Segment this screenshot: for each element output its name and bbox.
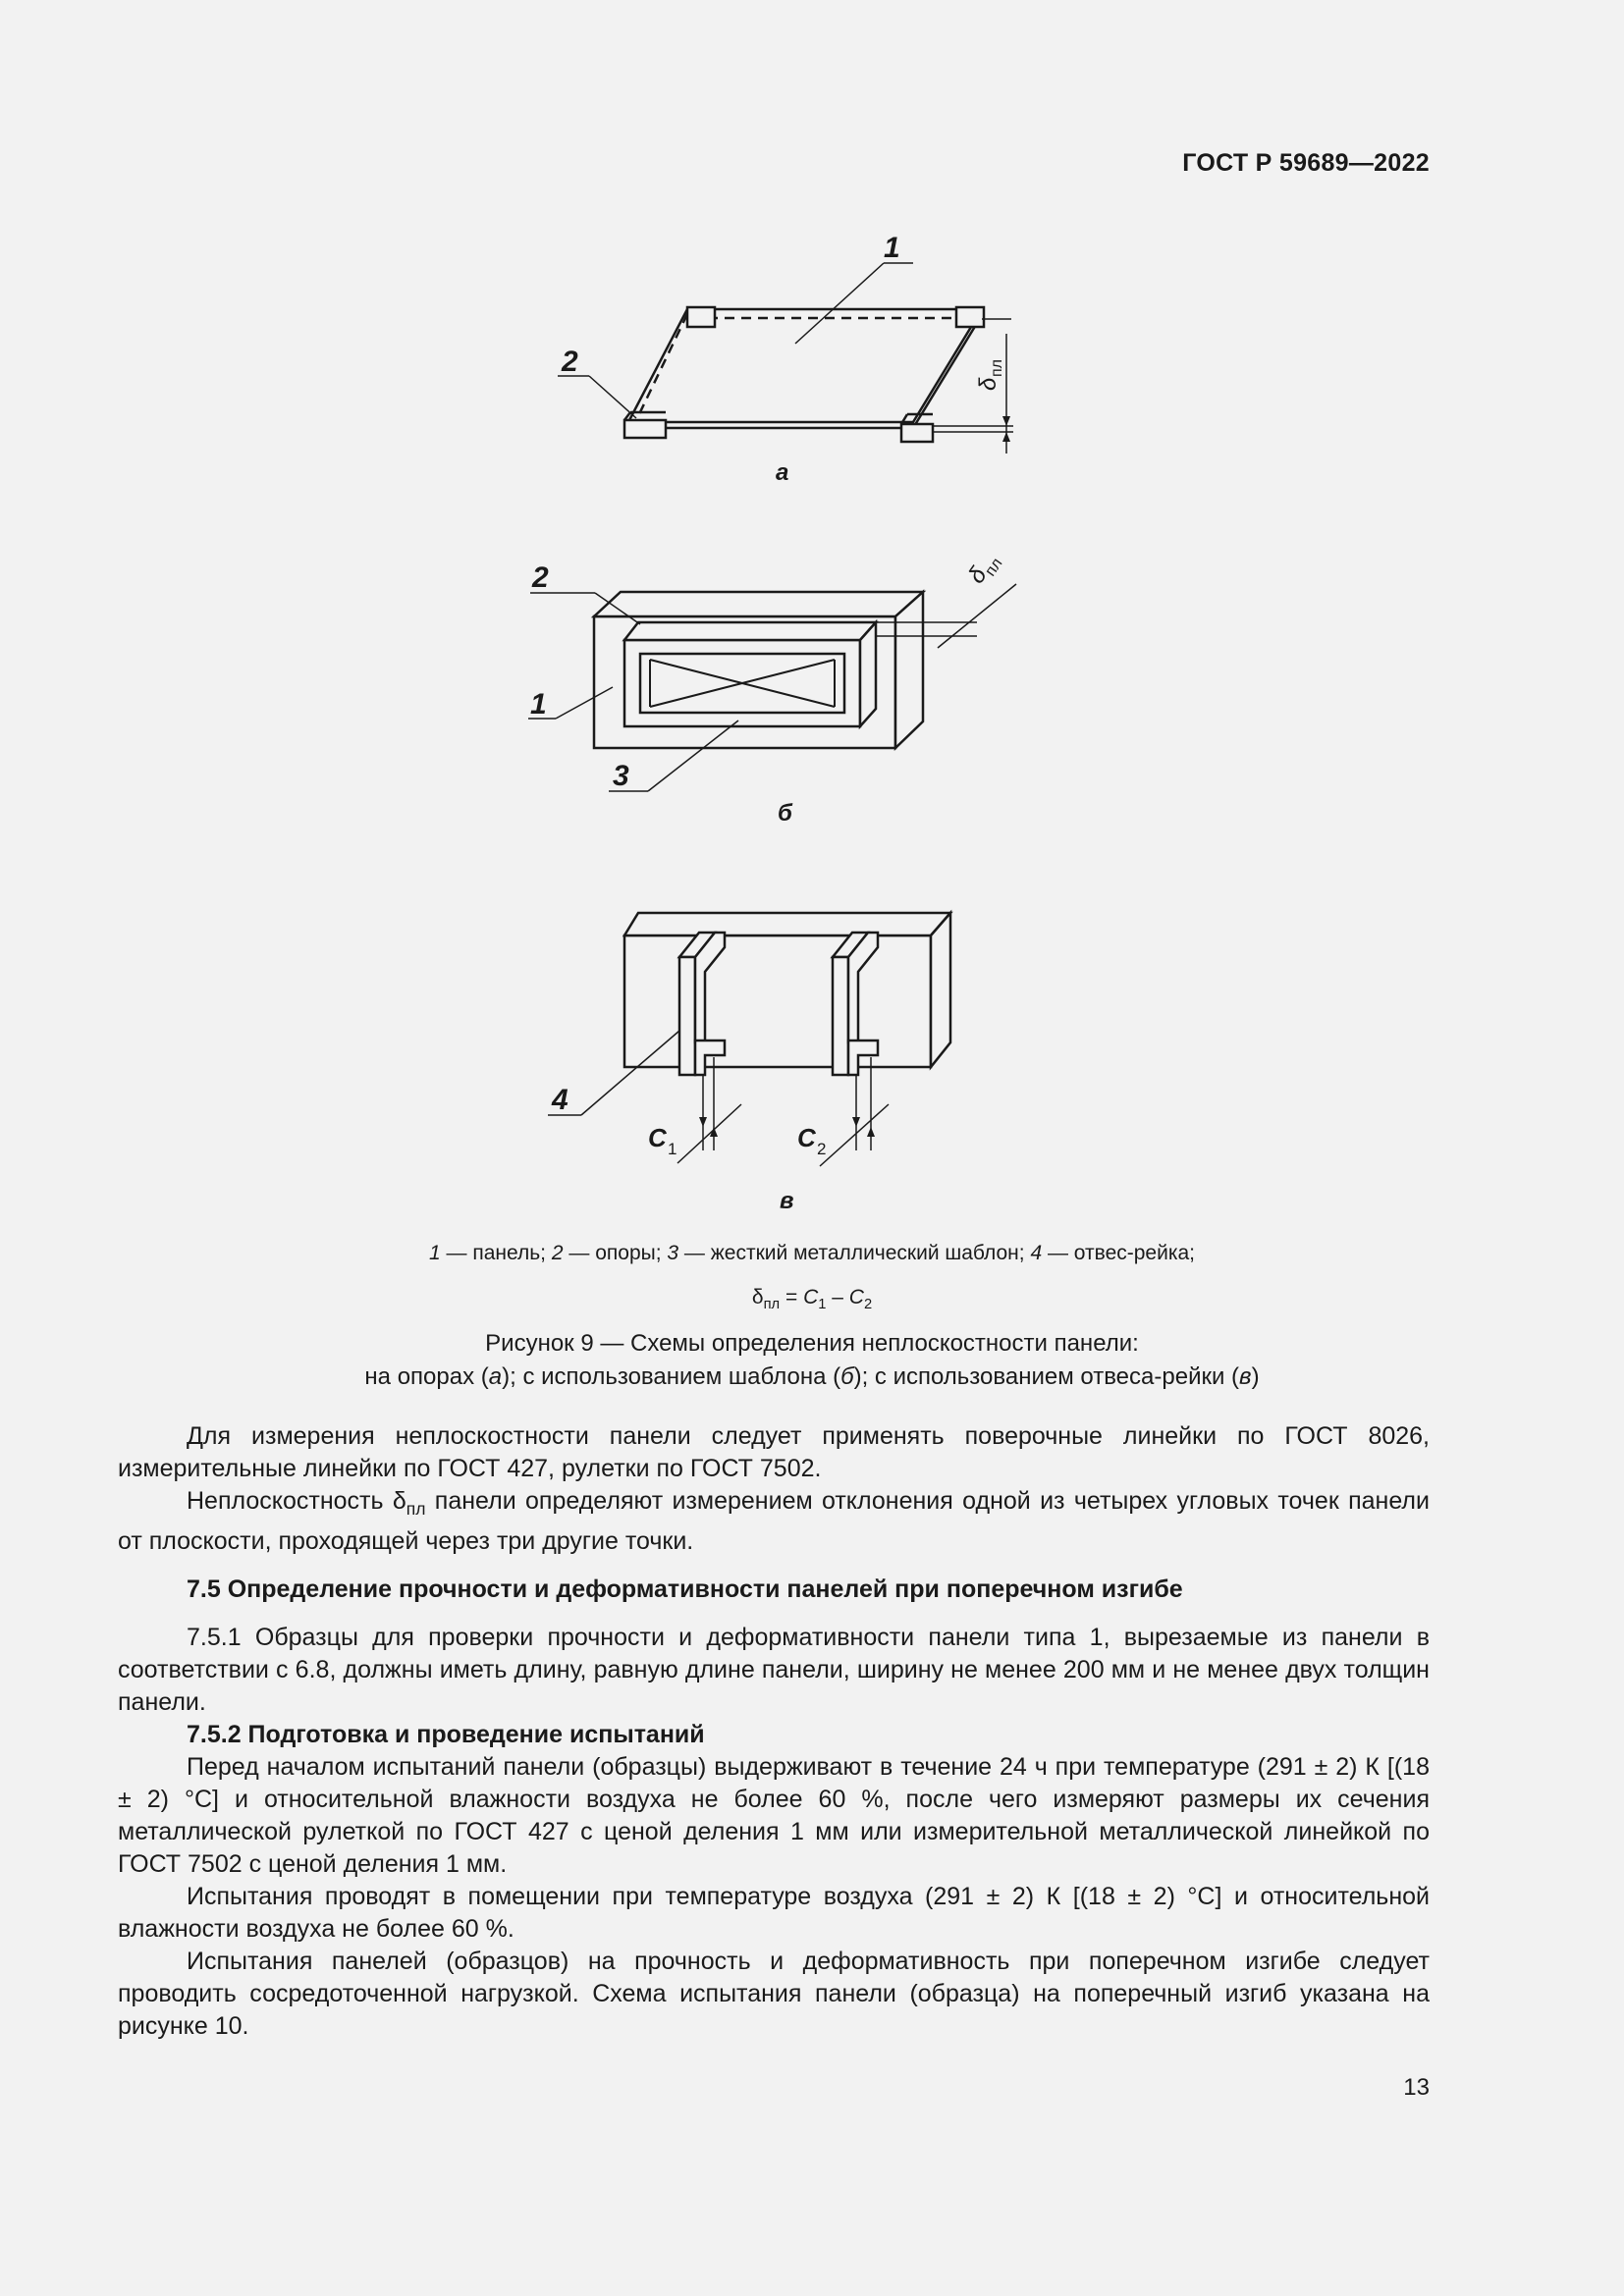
figure-legend: 1 — панель; 2 — опоры; 3 — жесткий металлический шаблон; 4 — отвес-рейка; <box>429 1242 1195 1264</box>
callout-2-b: 2 <box>532 561 549 594</box>
callout-3-b: 3 <box>613 760 629 792</box>
c2-sub: 2 <box>817 1140 827 1158</box>
section-heading-7-5: 7.5 Определение прочности и деформативности панелей при поперечном изгибе <box>187 1575 1183 1603</box>
subfigure-a-drawing <box>558 263 1013 454</box>
document-header: ГОСТ Р 59689—2022 <box>1182 149 1430 177</box>
subfigure-v-drawing <box>548 913 950 1166</box>
subfigure-b-label: б <box>778 800 792 827</box>
subfigure-b-drawing <box>528 584 1016 791</box>
paragraph-1: Для измерения неплоскостности панели следует применять поверочные линейки по ГОСТ 8026, измерительные линейки по ГОСТ 427, рулетки по ГОСТ 7502. <box>118 1422 1430 1482</box>
delta-label-b: δ <box>962 562 993 589</box>
c1-label: C <box>648 1123 667 1152</box>
delta-sub-a: пл <box>989 359 1005 377</box>
subfigure-a-label: а <box>776 459 789 486</box>
paragraph-5: Испытания панелей (образцов) на прочность и деформативность при поперечном изгибе следует проводить сосредоточенной нагрузкой. Схема испытания панели (образца) на поперечный изгиб указана на рисунке 10. <box>118 1948 1430 2040</box>
c1-sub: 1 <box>668 1140 677 1158</box>
paragraph-4: Испытания проводят в помещении при температуре воздуха (291 ± 2) К [(18 ± 2) °С] и относительной влажности воздуха не более 60 %. <box>118 1883 1430 1943</box>
delta-label-a: δ <box>975 377 1001 391</box>
paragraph-2: Неплоскостность $\delta_{пл}$ панели определяют измерением отклонения одной из четырех угловых точек панели от плоскости, проходящей через три другие точки. <box>118 1487 1430 1555</box>
delta-sub-b: пл <box>982 555 1006 580</box>
callout-2-a: 2 <box>562 346 578 378</box>
c2-label: C <box>797 1123 816 1152</box>
paragraph-7-5-1: 7.5.1 Образцы для проверки прочности и деформативности панели типа 1, вырезаемые из панели в соответствии с 6.8, должны иметь длину, равную длине панели, ширину не менее 200 мм и не менее двух толщин панели. <box>118 1624 1430 1716</box>
figure-formula: $\delta_{пл} = C_1 - C_2$ <box>751 1286 873 1313</box>
subfigure-v-label: в <box>780 1188 794 1214</box>
callout-1-a: 1 <box>884 232 900 264</box>
callout-4-v: 4 <box>552 1084 568 1116</box>
callout-1-b: 1 <box>530 688 547 721</box>
paragraph-3: Перед началом испытаний панели (образцы) выдерживают в течение 24 ч при температуре (291 ± 2) К [(18 ± 2) °С] и относительной влажности воздуха не более 60 %, после чего измеряют размеры их сечения металлической рулеткой по ГОСТ 427 с ценой деления 1 мм или измерительной металлической линейкой по ГОСТ 7502 с ценой деления 1 мм. <box>118 1753 1430 1878</box>
figure-caption <box>0 1327 1624 1394</box>
body-text <box>118 1420 1430 2043</box>
caption-line-1: Рисунок 9 — Схемы определения неплоскостности панели: <box>485 1330 1139 1357</box>
page-number: 13 <box>1403 2074 1430 2101</box>
section-heading-7-5-2: 7.5.2 Подготовка и проведение испытаний <box>187 1721 705 1748</box>
caption-line-2: на опорах (а); с использованием шаблона (б); с использованием отвеса-рейки (в) <box>364 1363 1260 1390</box>
